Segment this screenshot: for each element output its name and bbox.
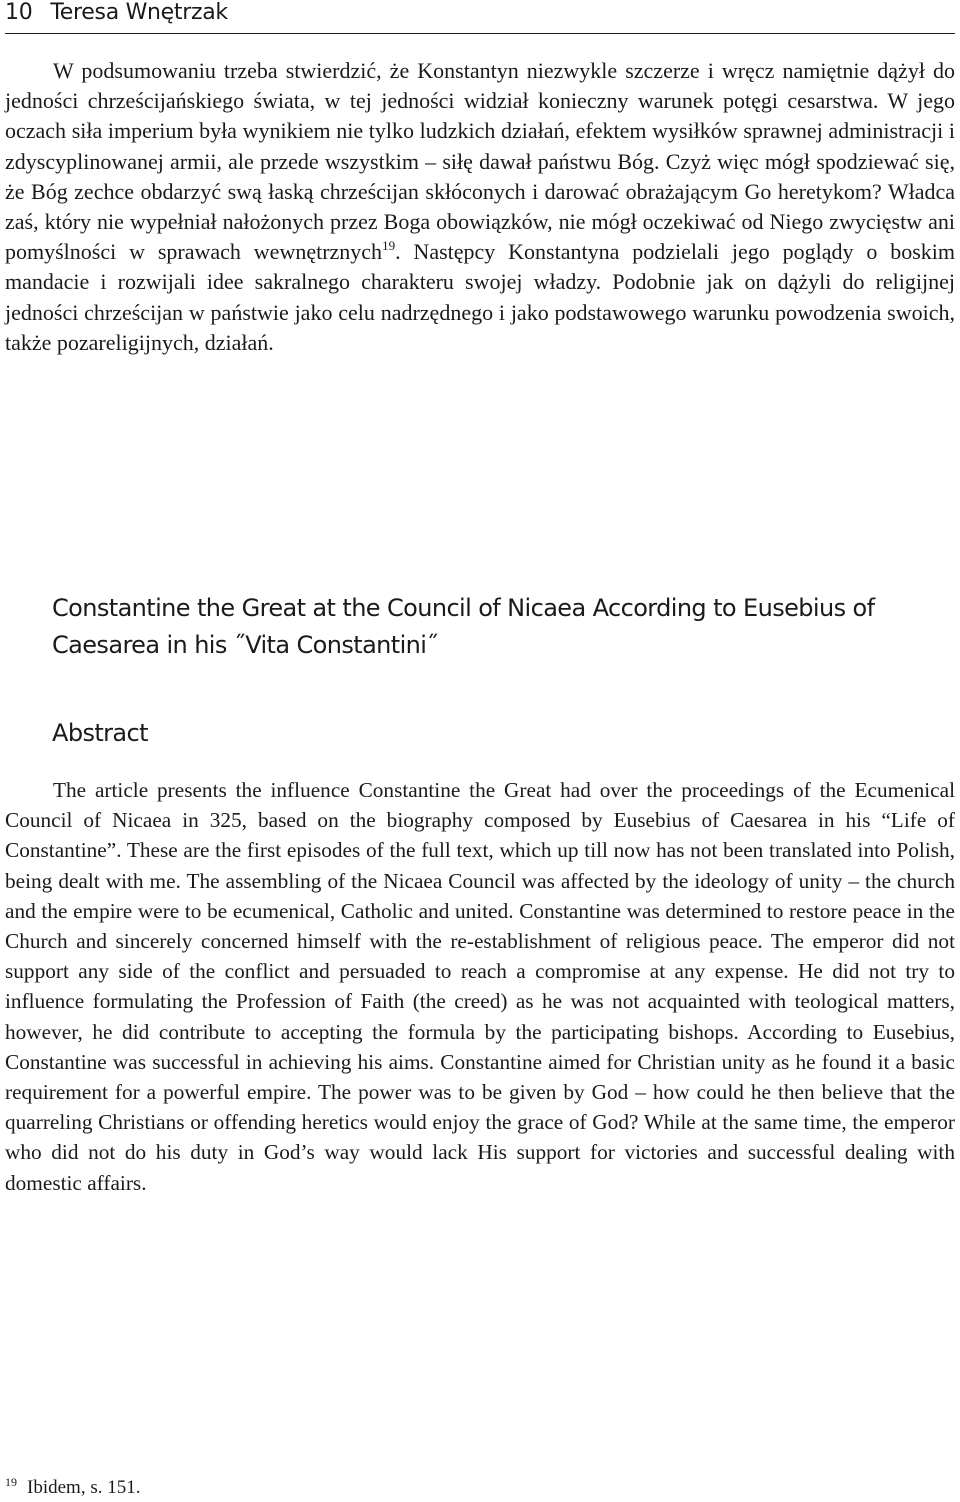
footnote-number: 19 (5, 1475, 17, 1489)
page-number: 10 (5, 0, 33, 25)
summary-text-part-1: W podsumowaniu trzeba stwierdzić, że Konstantyn niezwykle szczerze i wręcz namiętnie dążył do jedności chrześcijańskiego świata, w tej jedności widział konieczny warunek potęgi cesarstwa. W jego oczach siła imperium była wynikiem nie tylko ludzkich działań, efektem wysiłków sprawnej administracji i zdyscyplinowanej armii, ale przede wszystkim – siłę dawał państwu Bóg. Czyż więc mógł spodziewać się, że Bóg zechce obdarzyć swą łaską chrześcijan skłóconych i darować obrażającym Go heretykom? Władca zaś, który nie wypełniał nałożonych przez Boga obowiązków, nie mógł oczekiwać od Niego zwycięstw ani pomyślności w sprawach wewnętrznych (5, 58, 955, 265)
abstract-paragraph: The article presents the influence Constantine the Great had over the proceedings of the Ecumenical Council of Nicaea in 325, based on the biography composed by Eusebius of Caesarea in his “Life of Constantine”. These are the first episodes of the full text, which up till now has not been translated into Polish, being dealt with me. The assembling of the Nicaea Council was affected by the ideology of unity – the church and the empire were to be ecumenical, Catholic and united. Constantine was determined to restore peace in the Church and sincerely concerned himself with the re-establishment of religious peace. The emperor did not support any side of the conflict and persuaded to reach a compromise at any expense. He did not try to influence formulating the Profession of Faith (the creed) as he was not acquainted with teological matters, however, he did contribute to accepting the formula by the participating bishops. According to Eusebius, Constantine was successful in achieving his aims. Constantine aimed for Christian unity as he found it a basic requirement for a powerful empire. The power was to be given by God – how could he then believe that the quarreling Christians or offending heretics would enjoy the grace of God? While at the same time, the emperor who did not do his duty in God’s way would lack His support for victories and successful dealing with domestic affairs. (5, 778, 955, 1195)
footnote (5, 1476, 605, 1500)
running-head-author: Teresa Wnętrzak (50, 0, 228, 25)
english-article-title: Constantine the Great at the Council of Nicaea According to Eusebius of Caesarea in his ˝Vita Constantini˝ (52, 594, 875, 659)
abstract-heading: Abstract (52, 719, 148, 747)
footnote-reference[interactable]: 19 (382, 238, 396, 254)
footnote-text: Ibidem, s. 151. (27, 1477, 141, 1498)
summary-text-part-2: . Następcy Konstantyna podzielali jego poglądy o boskim mandacie i rozwijali idee sakralnego charakteru swojej władzy. Podobnie jak on dążyli do religijnej jedności chrześcijan w państwie jako celu nadrzędnego i jako podstawowego warunku powodzenia swoich, także pozareligijnych, działań. (5, 239, 955, 355)
summary-paragraph (5, 56, 955, 358)
running-head (5, 0, 955, 34)
